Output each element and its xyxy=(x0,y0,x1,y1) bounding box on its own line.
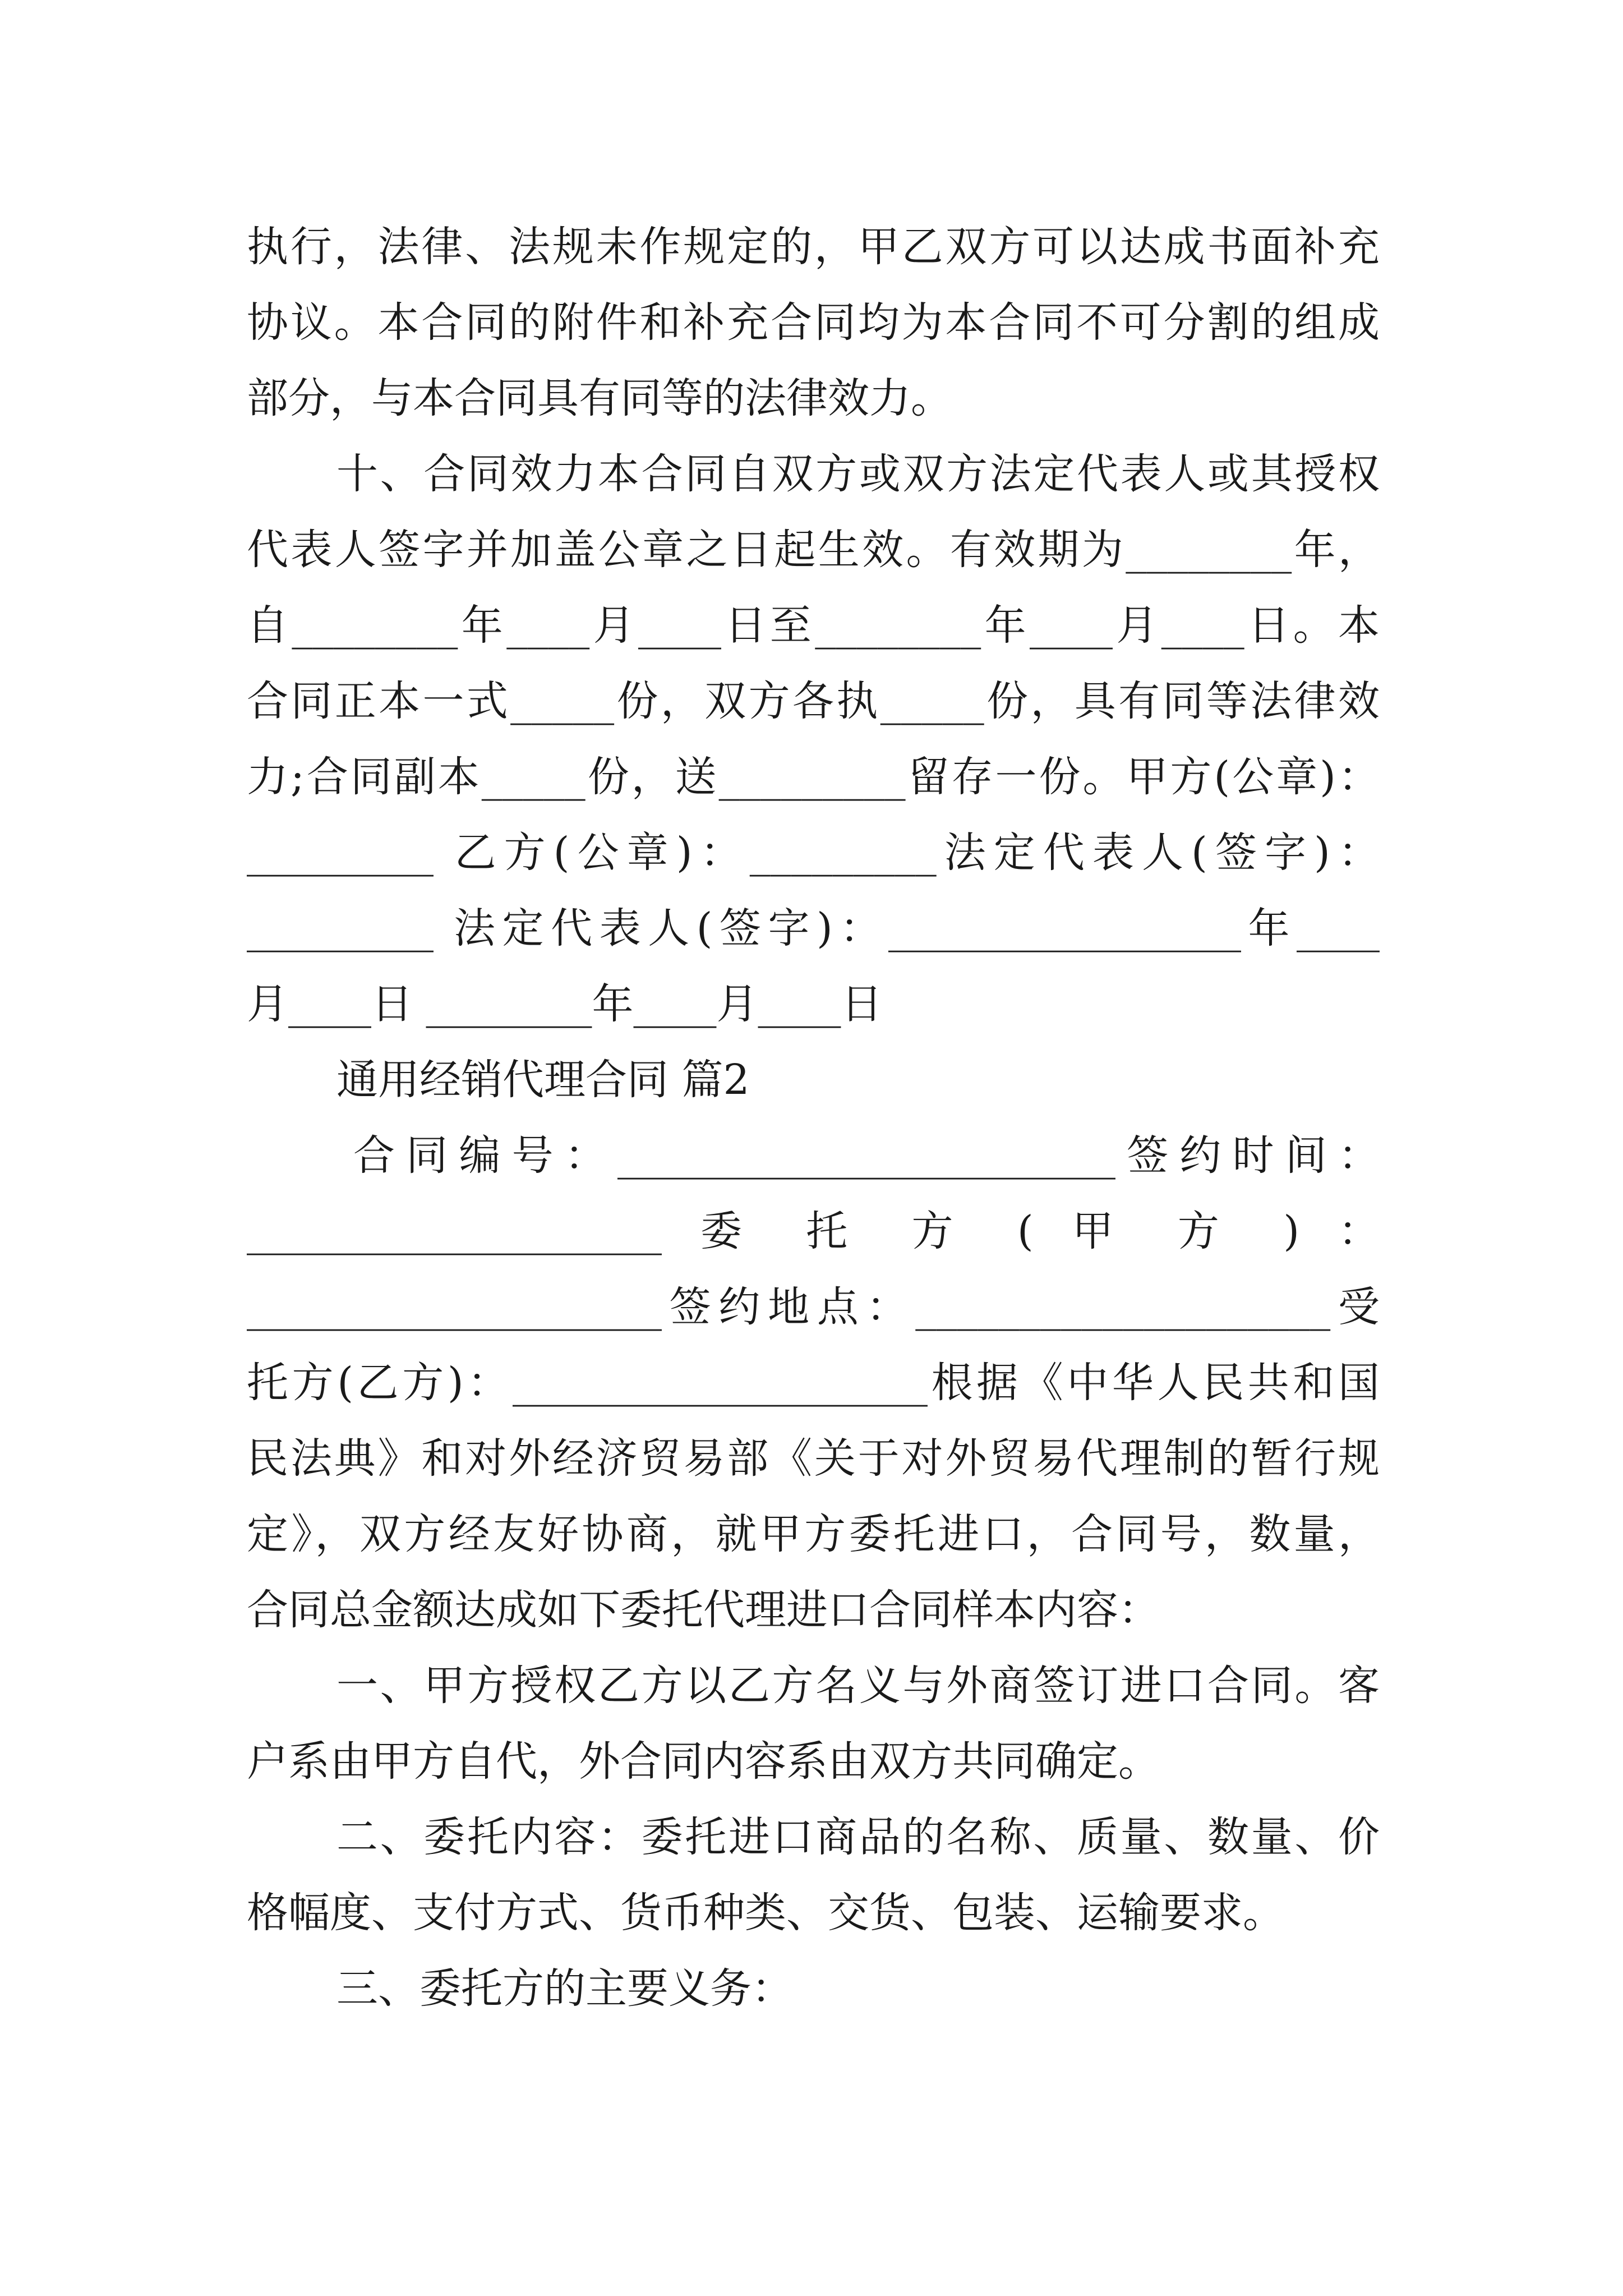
text-line: 部分，与本合同具有同等的法律效力。 xyxy=(247,374,952,422)
text-line: 月____日 ________年____月____日 xyxy=(247,980,883,1028)
text-line: _________ 乙方(公章)：_________法定代表人(签字)： xyxy=(247,829,1380,877)
text-line: 定》，双方经友好协商，就甲方委托进口，合同号，数量， xyxy=(247,1510,1380,1558)
text-line: 自________年____月____日至________年____月____日。本 xyxy=(247,601,1380,650)
text-line: 二、委托内容：委托进口商品的名称、质量、数量、价 xyxy=(336,1813,1380,1861)
text-line: 合同编号：________________________签约时间： xyxy=(353,1131,1380,1180)
text-line: 三、委托方的主要义务： xyxy=(336,1964,793,2013)
text-line: 托方(乙方)：____________________根据《中华人民共和国 xyxy=(247,1359,1380,1407)
text-line: 十、合同效力本合同自双方或双方法定代表人或其授权 xyxy=(336,450,1380,498)
text-line: 合同正本一式_____份，双方各执_____份，具有同等法律效 xyxy=(247,677,1380,725)
text-line: 格幅度、支付方式、货币种类、交货、包装、运输要求。 xyxy=(247,1889,1284,1937)
text-line: 合同总金额达成如下委托代理进口合同样本内容： xyxy=(247,1586,1160,1634)
text-line: 民法典》和对外经济贸易部《关于对外贸易代理制的暂行规 xyxy=(247,1434,1380,1483)
text-line: 力;合同副本_____份，送_________留存一份。甲方(公章)： xyxy=(247,753,1380,801)
text-line: _________ 法定代表人(签字)：_________________年____ xyxy=(247,904,1380,953)
text-line: 一、甲方授权乙方以乙方名义与外商签订进口合同。客 xyxy=(336,1662,1380,1710)
text-line: 代表人签字并加盖公章之日起生效。有效期为________年， xyxy=(247,526,1380,574)
text-line: ____________________ 委 托 方 ( 甲 方 ) ： xyxy=(247,1207,1380,1255)
text-line: ____________________签约地点：____________________受 xyxy=(247,1283,1380,1331)
text-line: 协议。本合同的附件和补充合同均为本合同不可分割的组成 xyxy=(247,298,1380,347)
text-line: 执行，法律、法规未作规定的，甲乙双方可以达成书面补充 xyxy=(247,223,1380,271)
text-line: 户系由甲方自代，外合同内容系由双方共同确定。 xyxy=(247,1737,1160,1786)
section-title: 通用经销代理合同 篇2 xyxy=(336,1056,750,1104)
